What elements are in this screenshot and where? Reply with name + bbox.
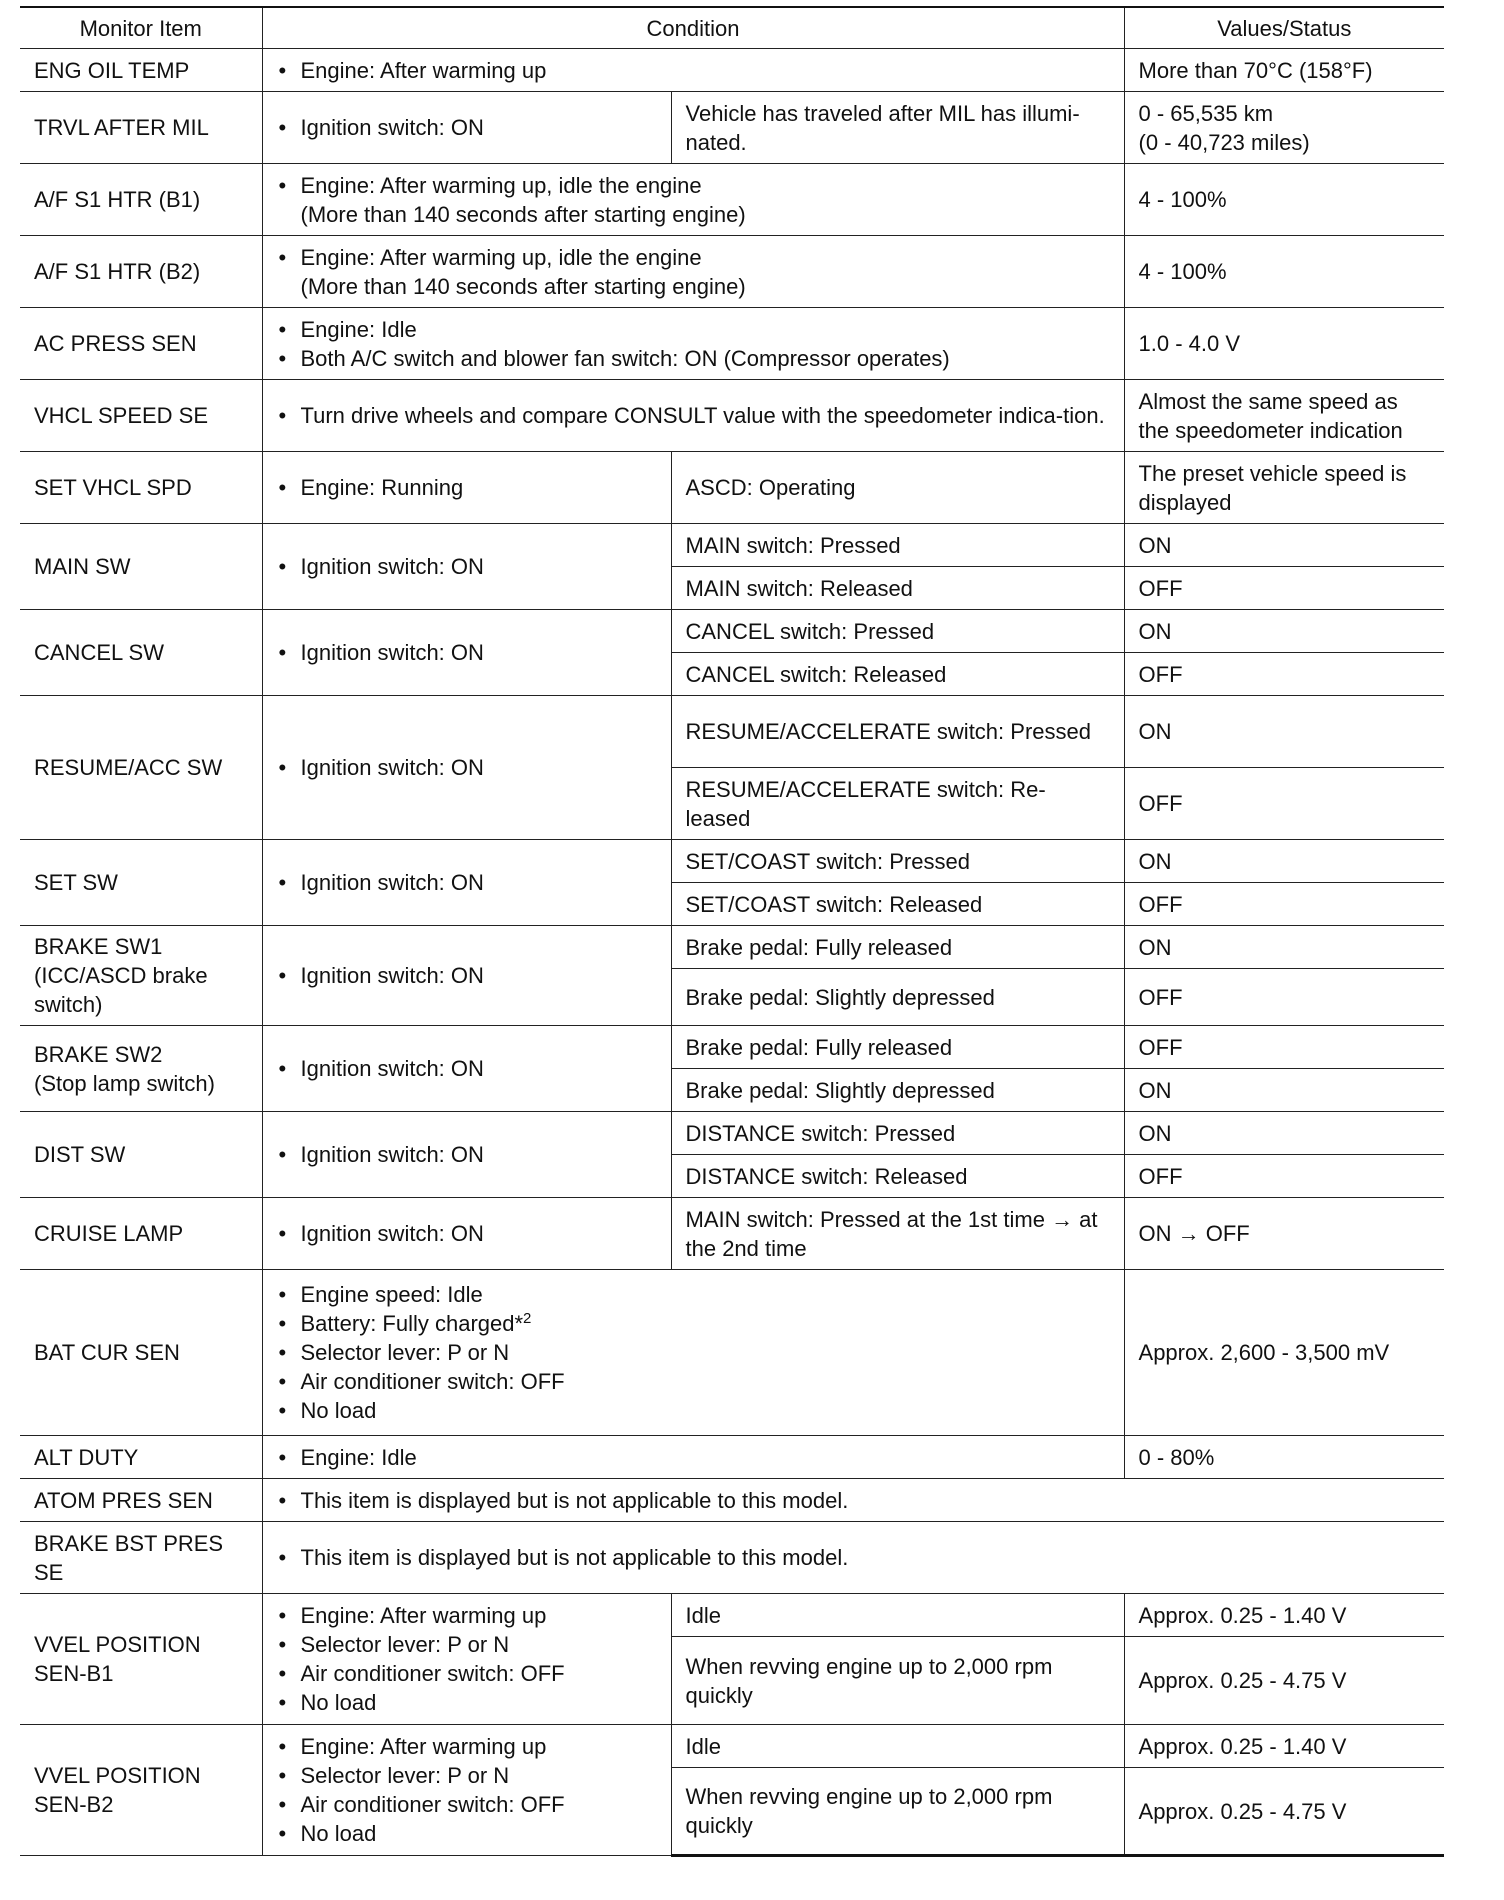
monitor-item: AC PRESS SEN [20,308,262,380]
condition [262,1522,1444,1594]
value-line: (0 - 40,723 miles) [1138,129,1310,155]
sub-condition: ASCD: Operating [671,452,1124,524]
condition-bullet: • Selector lever: P or N [277,1761,657,1790]
value: OFF [1124,883,1444,926]
row-dist-sw [20,1112,1444,1155]
sub-condition: When revving engine up to 2,000 rpm quickly [671,1768,1124,1856]
value: Almost the same speed as the speedometer indication [1124,380,1444,452]
row-af-s1-htr-b2 [20,236,1444,308]
condition-note: (More than 140 seconds after starting engine) [300,201,746,227]
condition-bullet: • Ignition switch: ON [277,113,657,142]
sub-condition: MAIN switch: Pressed at the 1st time → at the 2nd time [671,1198,1124,1270]
monitor-item: A/F S1 HTR (B2) [20,236,262,308]
condition-bullet: • No load [277,1396,1110,1425]
monitor-item-line: (Stop lamp switch) [34,1070,215,1096]
row-bat-cur-sen [20,1270,1444,1436]
condition-bullet: • Ignition switch: ON [277,1140,657,1169]
sub-condition: Brake pedal: Slightly depressed [671,1069,1124,1112]
sub-condition: DISTANCE switch: Released [671,1155,1124,1198]
condition-bullet: • This item is displayed but is not applicable to this model. [277,1486,1431,1515]
sub-condition: Brake pedal: Fully released [671,1026,1124,1069]
sub-condition: Brake pedal: Slightly depressed [671,969,1124,1026]
condition-bullet: • Engine: After warming up [277,1732,657,1761]
value: Approx. 0.25 - 4.75 V [1124,1768,1444,1856]
sub-condition: Vehicle has traveled after MIL has illumi-nated. [671,92,1124,164]
value: ON [1124,696,1444,768]
row-trvl-after-mil [20,92,1444,164]
value-line: 0 - 65,535 km [1138,100,1274,126]
sub-condition: RESUME/ACCELERATE switch: Re-leased [671,768,1124,840]
condition-bullet: • No load [277,1819,657,1848]
value: OFF [1124,567,1444,610]
condition-bullet: • Engine: After warming up, idle the engine [277,171,1110,200]
value: ON [1124,610,1444,653]
header-monitor-item: Monitor Item [20,7,262,49]
value: ON [1124,524,1444,567]
condition [262,236,1124,308]
value: Approx. 0.25 - 1.40 V [1124,1725,1444,1768]
condition [262,1112,671,1198]
monitor-item: CANCEL SW [20,610,262,696]
sub-condition: When revving engine up to 2,000 rpm quickly [671,1637,1124,1725]
condition [262,840,671,926]
condition [262,92,671,164]
row-set-sw [20,840,1444,883]
row-af-s1-htr-b1 [20,164,1444,236]
row-brake-sw2 [20,1026,1444,1069]
monitor-item-line: BRAKE SW2 [34,1041,163,1067]
sub-condition: SET/COAST switch: Released [671,883,1124,926]
row-alt-duty [20,1436,1444,1479]
sub-condition: DISTANCE switch: Pressed [671,1112,1124,1155]
value: 4 - 100% [1124,164,1444,236]
condition-bullet: • Ignition switch: ON [277,1219,657,1248]
row-ac-press-sen [20,308,1444,380]
value: 4 - 100% [1124,236,1444,308]
condition-bullet: • Selector lever: P or N [277,1338,1110,1367]
value: More than 70°C (158°F) [1124,49,1444,92]
monitor-item: CRUISE LAMP [20,1198,262,1270]
row-vhcl-speed-se [20,380,1444,452]
monitor-table [20,6,1444,1857]
row-brake-sw1 [20,926,1444,969]
monitor-item: ALT DUTY [20,1436,262,1479]
condition-bullet: • Ignition switch: ON [277,552,657,581]
condition-bullet: • Engine: Idle [277,1443,1110,1472]
value [1124,92,1444,164]
row-brake-bst-pres-se [20,1522,1444,1594]
value: ON [1124,840,1444,883]
value: 0 - 80% [1124,1436,1444,1479]
monitor-item [20,1725,262,1856]
sub-condition: CANCEL switch: Pressed [671,610,1124,653]
value: OFF [1124,1026,1444,1069]
condition [262,1725,671,1856]
condition [262,1198,671,1270]
monitor-item-line: VVEL POSITION [34,1632,201,1657]
value: ON → OFF [1124,1198,1444,1270]
row-vvel-position-sen-b1 [20,1594,1444,1637]
condition [262,1436,1124,1479]
condition-bullet: • This item is displayed but is not applicable to this model. [277,1543,1431,1572]
monitor-item-line: SEN-B1 [34,1661,114,1686]
row-main-sw [20,524,1444,567]
row-atom-pres-sen [20,1479,1444,1522]
condition [262,1270,1124,1436]
value: Approx. 2,600 - 3,500 mV [1124,1270,1444,1436]
condition [262,380,1124,452]
condition [262,1026,671,1112]
condition [262,308,1124,380]
condition [262,610,671,696]
monitor-item-line: VVEL POSITION [34,1763,201,1788]
value: ON [1124,926,1444,969]
sub-condition: RESUME/ACCELERATE switch: Pressed [671,696,1124,768]
condition-bullet: • Selector lever: P or N [277,1630,657,1659]
sub-condition: MAIN switch: Pressed [671,524,1124,567]
condition-bullet: • Ignition switch: ON [277,961,657,990]
condition-bullet: • Engine: After warming up, idle the engine [277,243,1110,272]
footnote-marker: 2 [523,1310,532,1327]
row-set-vhcl-spd [20,452,1444,524]
value: OFF [1124,653,1444,696]
monitor-item: DIST SW [20,1112,262,1198]
sub-condition: MAIN switch: Released [671,567,1124,610]
row-resume-acc-sw [20,696,1444,768]
condition-bullet: • Both A/C switch and blower fan switch: ON (Compressor operates) [277,344,1110,373]
sub-condition: Idle [671,1594,1124,1637]
monitor-item: RESUME/ACC SW [20,696,262,840]
condition [262,696,671,840]
header-values-status: Values/Status [1124,7,1444,49]
condition-bullet: • Turn drive wheels and compare CONSULT value with the speedometer indica-tion. [277,401,1110,430]
condition [262,49,1124,92]
condition-bullet: • Air conditioner switch: OFF [277,1790,657,1819]
value: Approx. 0.25 - 1.40 V [1124,1594,1444,1637]
value: OFF [1124,969,1444,1026]
value: ON [1124,1069,1444,1112]
monitor-item: TRVL AFTER MIL [20,92,262,164]
condition-bullet: • Air conditioner switch: OFF [277,1367,1110,1396]
condition-bullet: • Engine: After warming up [277,56,1110,85]
monitor-item: VHCL SPEED SE [20,380,262,452]
monitor-item-reference-table [20,6,1444,1857]
condition-bullet: • No load [277,1688,657,1717]
condition-bullet: • Ignition switch: ON [277,753,657,782]
monitor-item: ENG OIL TEMP [20,49,262,92]
condition [262,524,671,610]
condition-bullet: • Ignition switch: ON [277,1054,657,1083]
monitor-item: BAT CUR SEN [20,1270,262,1436]
value: OFF [1124,1155,1444,1198]
monitor-item: SET SW [20,840,262,926]
condition-bullet [277,1309,1110,1338]
monitor-item [20,1594,262,1725]
monitor-item [20,1026,262,1112]
condition-text: Battery: Fully charged* [300,1311,524,1336]
monitor-item: BRAKE SW1 (ICC/ASCD brake switch) [20,926,262,1026]
value: 1.0 - 4.0 V [1124,308,1444,380]
condition-bullet: • Ignition switch: ON [277,638,657,667]
monitor-item: SET VHCL SPD [20,452,262,524]
condition [262,164,1124,236]
row-cancel-sw [20,610,1444,653]
row-vvel-position-sen-b2 [20,1725,1444,1768]
condition-bullet: • Engine: Idle [277,315,1110,344]
condition-bullet: • Engine: Running [277,473,657,502]
condition [262,1594,671,1725]
row-cruise-lamp [20,1198,1444,1270]
condition-bullet: • Ignition switch: ON [277,868,657,897]
value: Approx. 0.25 - 4.75 V [1124,1637,1444,1725]
condition-bullet: • Engine: After warming up [277,1601,657,1630]
condition-bullet: • Air conditioner switch: OFF [277,1659,657,1688]
sub-condition: SET/COAST switch: Pressed [671,840,1124,883]
condition [262,926,671,1026]
row-eng-oil-temp [20,49,1444,92]
value: The preset vehicle speed is displayed [1124,452,1444,524]
value: OFF [1124,768,1444,840]
sub-condition: CANCEL switch: Released [671,653,1124,696]
sub-condition: Idle [671,1725,1124,1768]
monitor-item: MAIN SW [20,524,262,610]
sub-condition: Brake pedal: Fully released [671,926,1124,969]
value: ON [1124,1112,1444,1155]
monitor-item: BRAKE BST PRES SE [20,1522,262,1594]
monitor-item: A/F S1 HTR (B1) [20,164,262,236]
header-condition: Condition [262,7,1124,49]
condition [262,452,671,524]
condition [262,1479,1444,1522]
condition-bullet: • Engine speed: Idle [277,1280,1110,1309]
condition-note: (More than 140 seconds after starting engine) [300,273,746,299]
monitor-item: ATOM PRES SEN [20,1479,262,1522]
table-header-row [20,7,1444,49]
monitor-item-line: SEN-B2 [34,1792,114,1817]
